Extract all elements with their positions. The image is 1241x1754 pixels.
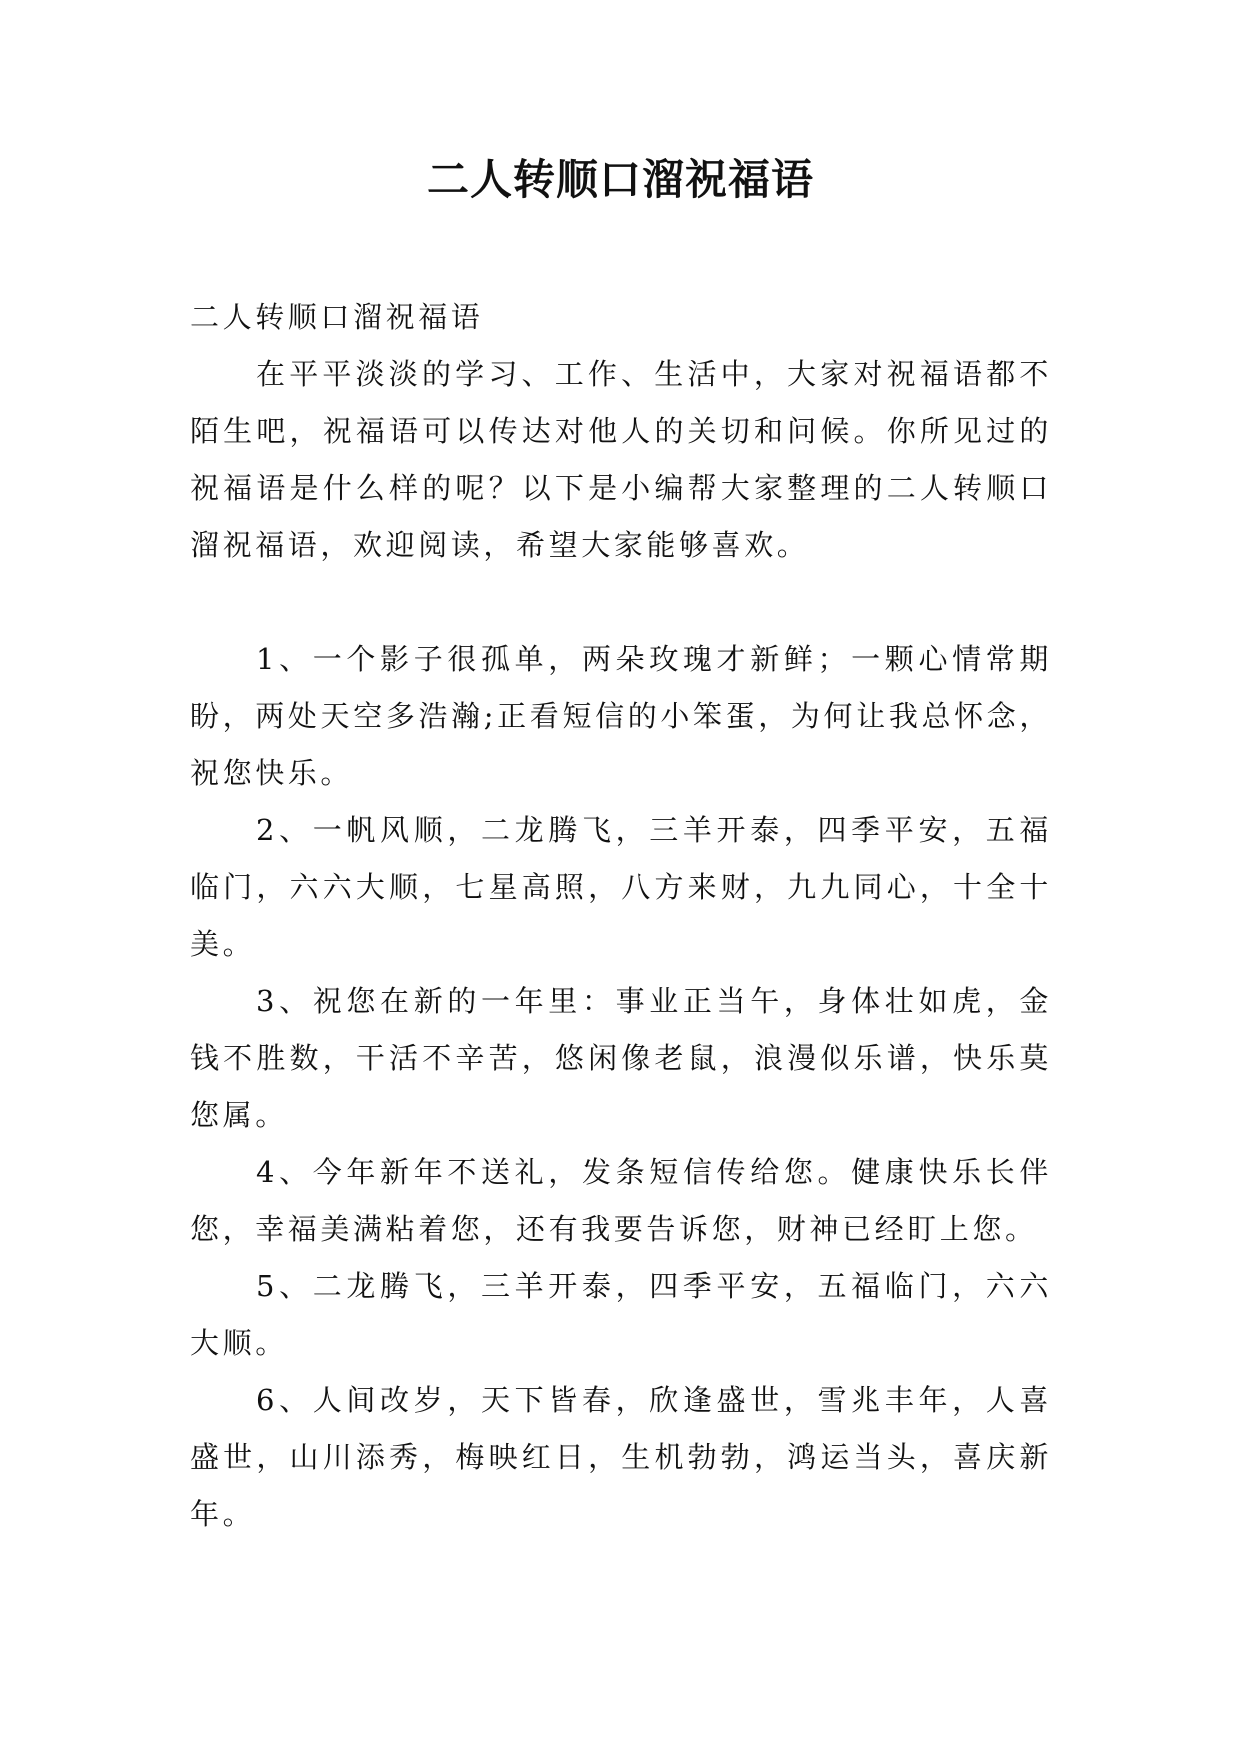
document-title: 二人转顺口溜祝福语 (426, 155, 814, 204)
blessing-item-3: 3、祝您在新的一年里：事业正当午，身体壮如虎，金钱不胜数，干活不辛苦，悠闲像老鼠，浪漫似乐谱，快乐莫您属。 (190, 984, 1052, 1132)
blessing-item-5: 5、二龙腾飞，三羊开泰，四季平安，五福临门，六六大顺。 (190, 1269, 1052, 1360)
document-subtitle: 二人转顺口溜祝福语 (190, 300, 484, 334)
paragraph-spacer (190, 574, 1052, 631)
blessing-item-1: 1、一个影子很孤单，两朵玫瑰才新鲜；一颗心情常期盼，两处天空多浩瀚;正看短信的小笨蛋，为何让我总怀念，祝您快乐。 (190, 642, 1052, 790)
document-body (190, 289, 1052, 1543)
blessing-item-2: 2、一帆风顺，二龙腾飞，三羊开泰，四季平安，五福临门，六六大顺，七星高照，八方来财，九九同心，十全十美。 (190, 813, 1052, 961)
intro-paragraph: 在平平淡淡的学习、工作、生活中，大家对祝福语都不陌生吧，祝福语可以传达对他人的关切和问候。你所见过的祝福语是什么样的呢？以下是小编帮大家整理的二人转顺口溜祝福语，欢迎阅读，希望大家能够喜欢。 (190, 357, 1052, 562)
blessing-item-6: 6、人间改岁，天下皆春，欣逢盛世，雪兆丰年，人喜盛世，山川添秀，梅映红日，生机勃勃，鸿运当头，喜庆新年。 (190, 1383, 1052, 1531)
blessing-item-4: 4、今年新年不送礼，发条短信传给您。健康快乐长伴您，幸福美满粘着您，还有我要告诉您，财神已经盯上您。 (190, 1155, 1052, 1246)
